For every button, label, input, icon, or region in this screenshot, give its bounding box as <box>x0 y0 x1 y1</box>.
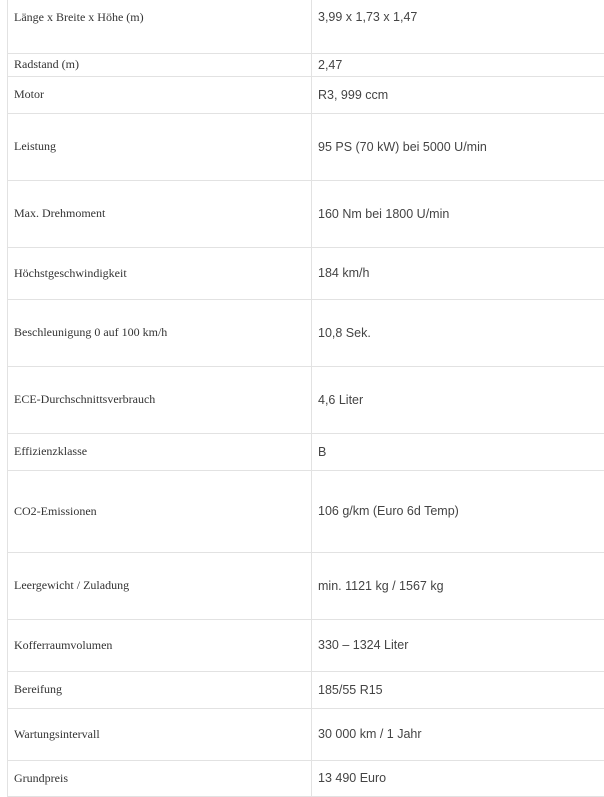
spec-label: Leistung <box>8 113 312 180</box>
table-row <box>8 552 604 619</box>
spec-label: Grundpreis <box>8 760 312 796</box>
table-row <box>8 366 604 433</box>
spec-value: min. 1121 kg / 1567 kg <box>312 552 604 619</box>
spec-value: 185/55 R15 <box>312 671 604 708</box>
spec-label: Wartungsintervall <box>8 708 312 760</box>
table-row <box>8 247 604 299</box>
table-row <box>8 76 604 113</box>
spec-label: Max. Drehmoment <box>8 180 312 247</box>
table-row <box>8 708 604 760</box>
spec-label: Effizienzklasse <box>8 433 312 470</box>
table-row <box>8 760 604 796</box>
spec-value: 330 – 1324 Liter <box>312 619 604 671</box>
spec-value: 95 PS (70 kW) bei 5000 U/min <box>312 113 604 180</box>
table-row <box>8 53 604 76</box>
spec-label: Radstand (m) <box>8 53 312 76</box>
table-row <box>8 299 604 366</box>
spec-value: 30 000 km / 1 Jahr <box>312 708 604 760</box>
spec-value: 3,99 x 1,73 x 1,47 <box>312 0 604 53</box>
spec-label: Beschleunigung 0 auf 100 km/h <box>8 299 312 366</box>
spec-label: ECE-Durchschnittsverbrauch <box>8 366 312 433</box>
spec-value: 184 km/h <box>312 247 604 299</box>
spec-label: Leergewicht / Zuladung <box>8 552 312 619</box>
spec-table <box>7 0 604 797</box>
table-row <box>8 619 604 671</box>
spec-label: CO2-Emissionen <box>8 470 312 552</box>
spec-value: 160 Nm bei 1800 U/min <box>312 180 604 247</box>
table-row <box>8 180 604 247</box>
spec-value: 10,8 Sek. <box>312 299 604 366</box>
spec-label: Länge x Breite x Höhe (m) <box>8 0 312 53</box>
spec-value: B <box>312 433 604 470</box>
spec-label: Kofferraumvolumen <box>8 619 312 671</box>
table-row <box>8 433 604 470</box>
table-row <box>8 470 604 552</box>
spec-value: R3, 999 ccm <box>312 76 604 113</box>
table-row <box>8 113 604 180</box>
spec-label: Höchstgeschwindigkeit <box>8 247 312 299</box>
table-row <box>8 0 604 53</box>
spec-value: 13 490 Euro <box>312 760 604 796</box>
spec-label: Bereifung <box>8 671 312 708</box>
spec-value: 4,6 Liter <box>312 366 604 433</box>
spec-label: Motor <box>8 76 312 113</box>
table-row <box>8 671 604 708</box>
spec-table-body <box>8 0 604 796</box>
spec-value: 106 g/km (Euro 6d Temp) <box>312 470 604 552</box>
spec-value: 2,47 <box>312 53 604 76</box>
